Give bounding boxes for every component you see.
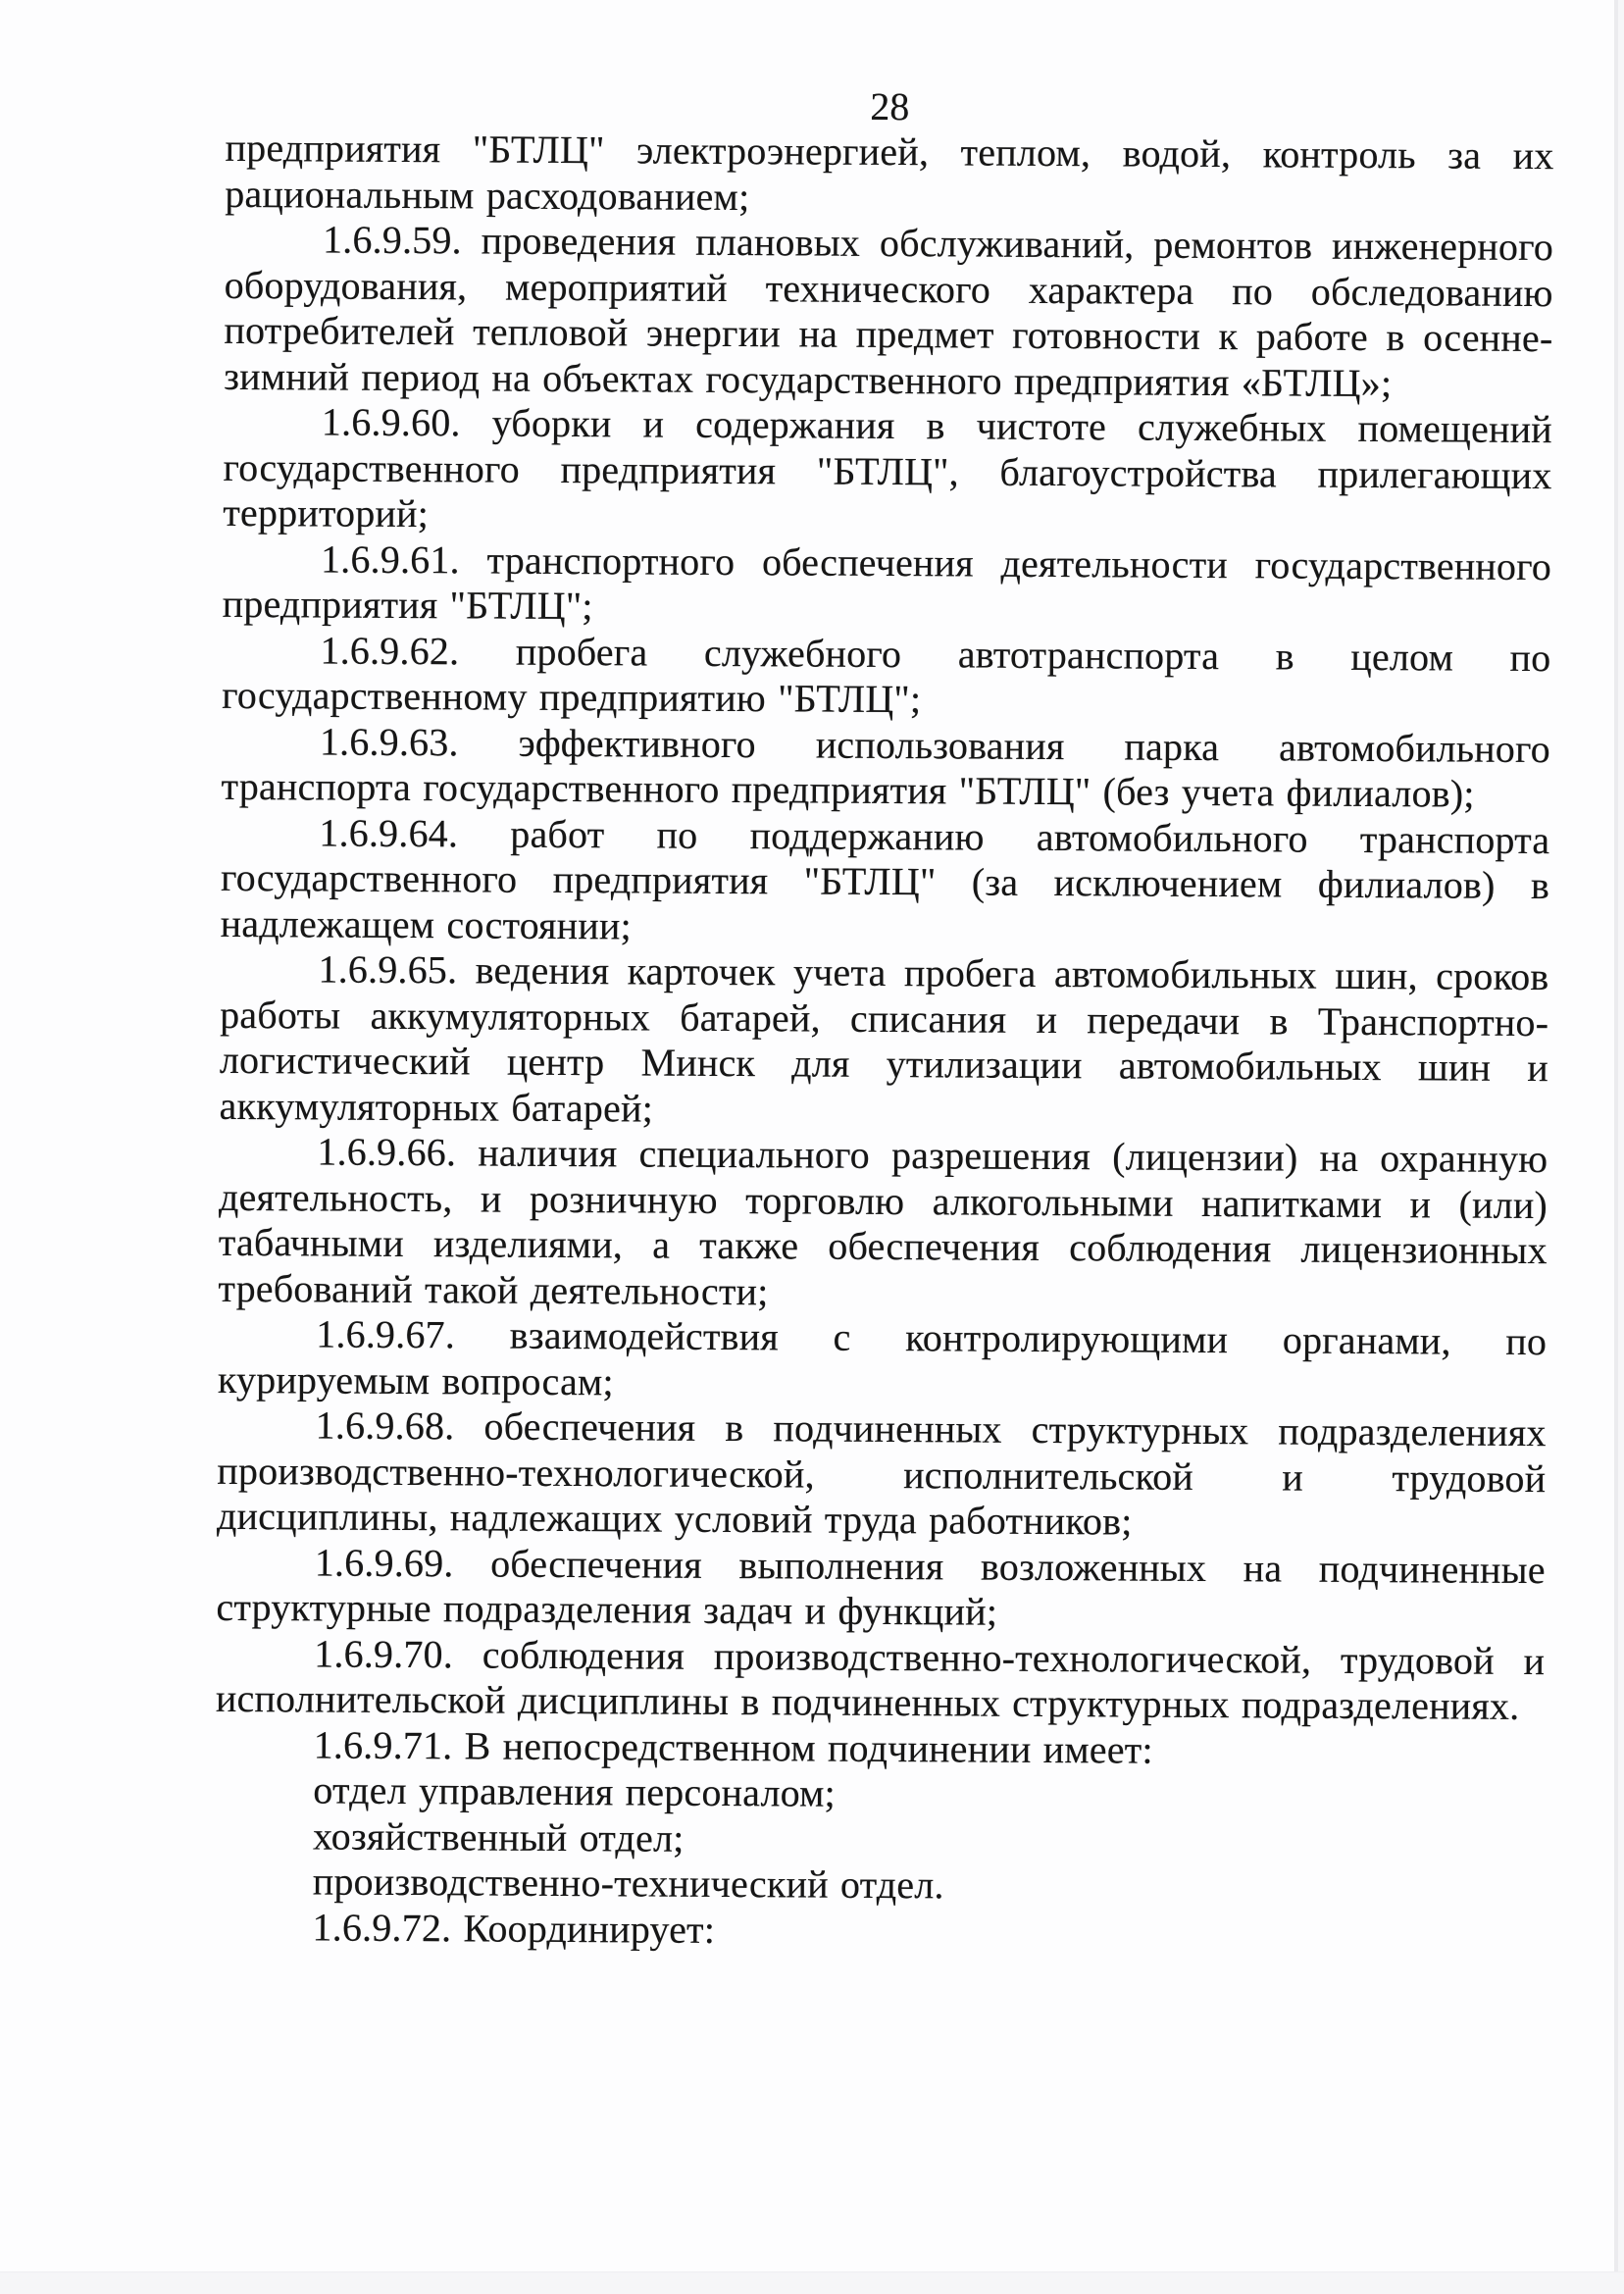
paragraph: 1.6.9.61. транспортного обеспечения деятельности государственного предприятия "БТЛЦ"; [222,535,1552,629]
paragraph: 1.6.9.67. взаимодействия с контролирующими органами, по курируемым вопросам; [217,1311,1548,1403]
document-text-column [214,80,1554,1958]
document-body [214,126,1553,1958]
paragraph: производственно-технический отдел. [312,1859,944,1908]
paragraph: 1.6.9.66. наличия специального разрешения (лицензии) на охранную деятельность, и розничную торговлю алкогольными напитками и (или) табачными изделиями, а также обеспечения соблюдения лицензионных требований такой деятельности; [218,1129,1548,1313]
paragraph: 1.6.9.71. В непосредственном подчинении имеет: [313,1721,1153,1772]
paragraph: 1.6.9.62. пробега служебного автотранспорта в целом по государственному предприятию "БТЛЦ"; [222,627,1551,722]
paragraph: 1.6.9.72. Координирует: [312,1904,716,1952]
page-number: 28 [870,83,910,129]
paragraph: хозяйственный отдел; [312,1812,685,1861]
paragraph: 1.6.9.65. ведения карточек учета пробега автомобильных шин, сроков работы аккумуляторных батарей, списания и передачи в Транспортно-логистический центр Минск для утилизации автомобильных шин и аккумуляторных батарей; [219,946,1549,1131]
paragraph: 1.6.9.59. проведения плановых обслуживаний, ремонтов инженерного оборудования, мероприятий технического характера по обследованию потребителей тепловой энергии на предмет готовности к работе в осенне-зимний период на объектах государственного предприятия «БТЛЦ»; [224,217,1554,405]
paragraph: 1.6.9.63. эффективного использования парка автомобильного транспорта государственного предприятия "БТЛЦ" (без учета филиалов); [221,718,1551,816]
paragraph: 1.6.9.69. обеспечения выполнения возложенных на подчиненные структурные подразделения задач и функций; [216,1539,1546,1634]
paragraph: 1.6.9.70. соблюдения производственно-технологической, трудовой и исполнительской дисциплины в подчиненных структурных подразделениях. [215,1630,1546,1728]
paragraph: предприятия "БТЛЦ" электроэнергией, теплом, водой, контроль за их рациональным расходованием; [225,125,1554,219]
paragraph: отдел управления персоналом; [313,1767,837,1815]
scan-bottom-band-artifact [0,2271,1624,2294]
paragraph: 1.6.9.64. работ по поддержанию автомобильного транспорта государственного предприятия "БТЛЦ" (за исключением филиалов) в надлежащем состоянии; [220,809,1550,947]
scan-right-strip-artifact [1618,0,1624,2294]
paragraph: 1.6.9.68. обеспечения в подчиненных структурных подразделениях производственно-технологической, исполнительской и трудовой дисциплины, надлежащих условий труда работников; [216,1402,1547,1544]
scan-right-edge-artifact [1614,0,1618,2294]
paragraph: 1.6.9.60. уборки и содержания в чистоте служебных помещений государственного предприятия "БТЛЦ", благоустройства прилегающих территорий; [223,399,1553,536]
